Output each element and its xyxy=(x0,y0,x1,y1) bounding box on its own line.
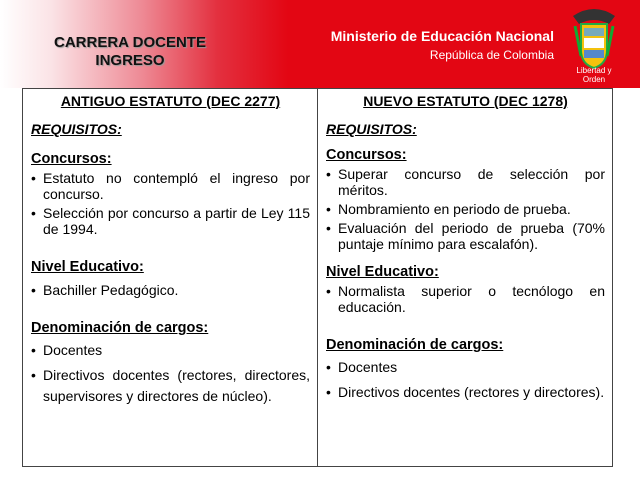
list-item: • Normalista superior o tecnólogo en educación. xyxy=(326,283,605,315)
title-line-2: INGRESO xyxy=(95,52,165,69)
list-item: • Bachiller Pedagógico. xyxy=(31,282,310,298)
ministry-name: Ministerio de Educación Nacional xyxy=(330,28,554,44)
list-item: • Evaluación del periodo de prueba (70% puntaje mínimo para escalafón). xyxy=(326,220,605,252)
title-line-1: CARRERA DOCENTE xyxy=(54,34,206,51)
list-item: • Directivos docentes (rectores y directores). xyxy=(326,382,605,403)
list-item: • Estatuto no contempló el ingreso por concurso. xyxy=(31,170,310,202)
list-item: • Docentes xyxy=(326,357,605,378)
right-nivel-heading: Nivel Educativo: xyxy=(326,264,439,280)
coat-of-arms-icon xyxy=(565,6,623,72)
right-denominacion-heading: Denominación de cargos: xyxy=(326,337,504,353)
right-column xyxy=(318,89,613,467)
list-item: • Superar concurso de selección por méritos. xyxy=(326,166,605,198)
list-item: • Selección por concurso a partir de Ley 115 de 1994. xyxy=(31,205,310,237)
coat-of-arms-logo xyxy=(565,6,623,84)
slide-title xyxy=(30,34,230,70)
motto: Libertad y Orden xyxy=(576,66,612,84)
list-item: • Directivos docentes (rectores, directores, supervisores y directores de núcleo). xyxy=(31,365,310,407)
right-concursos-heading: Concursos: xyxy=(326,147,407,163)
left-heading: ANTIGUO ESTATUTO (DEC 2277) xyxy=(60,93,281,109)
comparison-table xyxy=(22,88,613,467)
right-heading: NUEVO ESTATUTO (DEC 1278) xyxy=(363,93,568,109)
ministry-block xyxy=(331,28,554,62)
right-requisitos: REQUISITOS: xyxy=(326,121,417,137)
left-concursos-heading: Concursos: xyxy=(31,151,112,167)
left-nivel-heading: Nivel Educativo: xyxy=(31,259,144,275)
list-item: • Nombramiento en periodo de prueba. xyxy=(326,201,605,217)
list-item: • Docentes xyxy=(31,340,310,361)
left-denominacion-heading: Denominación de cargos: xyxy=(31,320,209,336)
left-requisitos: REQUISITOS: xyxy=(31,121,122,137)
country-name: República de Colombia xyxy=(429,48,554,62)
left-column xyxy=(23,89,318,467)
